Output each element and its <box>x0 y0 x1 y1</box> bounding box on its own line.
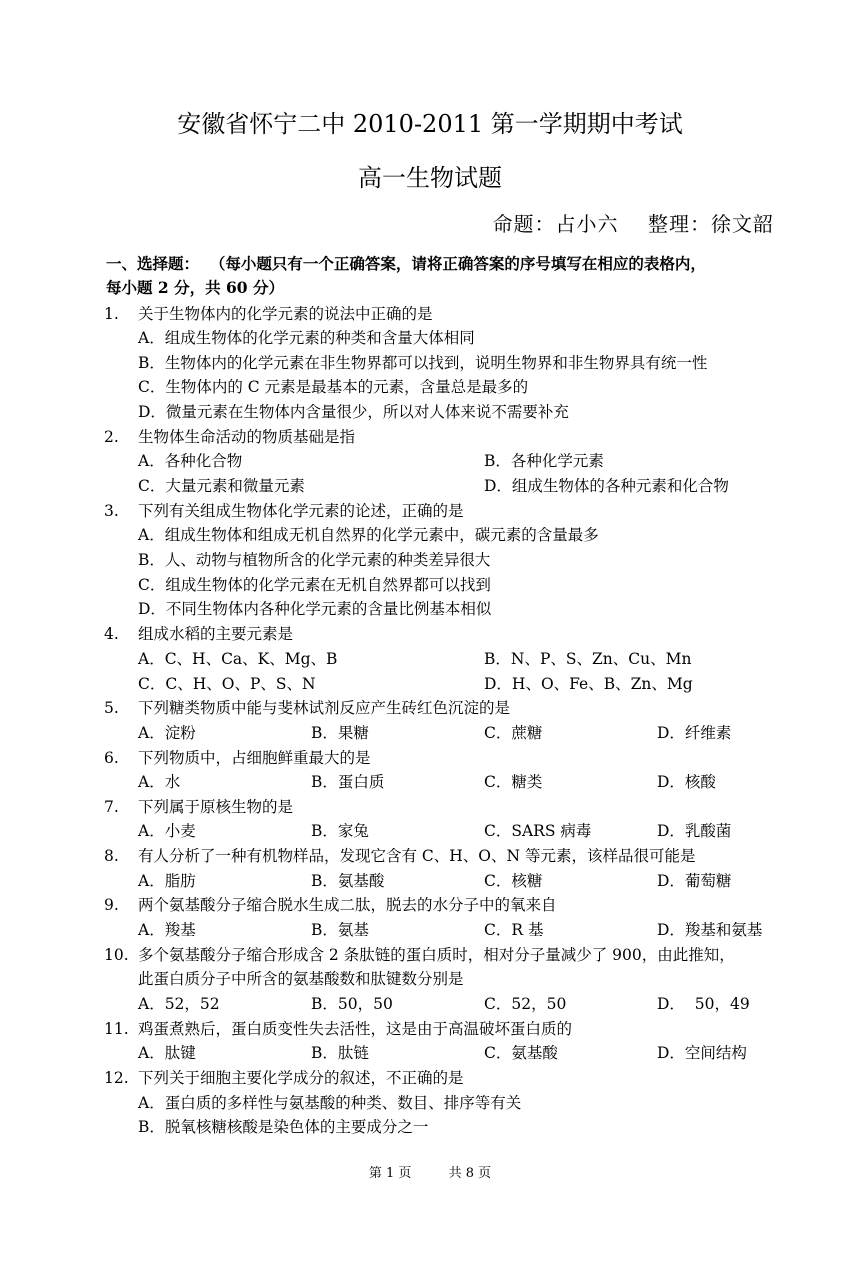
option: A．组成生物体的化学元素的种类和含量大体相同 <box>138 329 475 347</box>
option: C．生物体内的 C 元素是最基本的元素，含量总是最多的 <box>138 378 529 396</box>
option: C．52，50 <box>484 995 567 1013</box>
option: D．H、O、Fe、B、Zn、Mg <box>484 675 693 693</box>
question-number: 4. <box>104 625 119 643</box>
question-stem: 鸡蛋煮熟后，蛋白质变性失去活性，这是由于高温破坏蛋白质的 <box>138 1020 573 1038</box>
question-stem: 两个氨基酸分子缩合脱水生成二肽，脱去的水分子中的氧来自 <box>138 896 557 914</box>
option: D．不同生物体内各种化学元素的含量比例基本相似 <box>138 600 492 618</box>
question-stem: 下列关于细胞主要化学成分的叙述，不正确的是 <box>138 1069 464 1087</box>
question-number: 5. <box>104 699 119 717</box>
question-number: 12. <box>104 1069 129 1087</box>
option: D． 50，49 <box>657 995 750 1013</box>
option: A．各种化合物 <box>138 452 243 470</box>
option: C．糖类 <box>484 773 543 791</box>
author-editor: 整理：徐文韶 <box>648 212 774 236</box>
option: C．R 基 <box>484 921 544 939</box>
option: A．淀粉 <box>138 724 196 742</box>
page-total: 共 8 页 <box>448 1166 492 1181</box>
option: B．N、P、S、Zn、Cu、Mn <box>484 650 692 668</box>
option: C．大量元素和微量元素 <box>138 477 305 495</box>
question-number: 8. <box>104 847 119 865</box>
section-instructions-1: （每小题只有一个正确答案，请将正确答案的序号填写在相应的表格内， <box>209 254 706 273</box>
option: A．组成生物体和组成无机自然界的化学元素中，碳元素的含量最多 <box>138 526 599 544</box>
option: C．C、H、O、P、S、N <box>138 675 316 693</box>
exam-subtitle: 高一生物试题 <box>358 164 502 192</box>
question-stem: 组成水稻的主要元素是 <box>138 625 294 643</box>
option: A．小麦 <box>138 822 196 840</box>
question-stem: 下列物质中，占细胞鲜重最大的是 <box>138 749 371 767</box>
option: D．核酸 <box>657 773 716 791</box>
option: C．蔗糖 <box>484 724 543 742</box>
option: A．C、H、Ca、K、Mg、B <box>138 650 338 668</box>
option: B．果糖 <box>311 724 369 742</box>
page-footer <box>0 1162 860 1181</box>
option: D．羧基和氨基 <box>657 921 763 939</box>
option: D．微量元素在生物体内含量很少，所以对人体来说不需要补充 <box>138 403 569 421</box>
option: D．葡萄糖 <box>657 872 732 890</box>
option: A．羧基 <box>138 921 196 939</box>
option: A．蛋白质的多样性与氨基酸的种类、数目、排序等有关 <box>138 1094 522 1112</box>
option: C．SARS 病毒 <box>484 822 592 840</box>
authors-line <box>493 208 774 237</box>
option: C．组成生物体的化学元素在无机自然界都可以找到 <box>138 576 491 594</box>
option: B．人、动物与植物所含的化学元素的种类差异很大 <box>138 551 491 569</box>
option: A．脂肪 <box>138 872 196 890</box>
option: C．氨基酸 <box>484 1044 558 1062</box>
option: D．纤维素 <box>657 724 732 742</box>
section-heading <box>106 252 786 300</box>
question-stem: 下列糖类物质中能与斐林试剂反应产生砖红色沉淀的是 <box>138 699 511 717</box>
question-number: 2. <box>104 428 119 446</box>
question-stem: 生物体生命活动的物质基础是指 <box>138 428 356 446</box>
option: B．肽链 <box>311 1044 369 1062</box>
option: B．脱氧核糖核酸是染色体的主要成分之一 <box>138 1118 429 1136</box>
question-stem: 下列属于原核生物的是 <box>138 798 294 816</box>
option: D．组成生物体的各种元素和化合物 <box>484 477 729 495</box>
author-setter: 命题：占小六 <box>492 212 619 236</box>
question-number: 10. <box>104 946 129 964</box>
section-title: 一、选择题： <box>106 254 200 273</box>
page-number: 第 1 页 <box>368 1166 412 1181</box>
question-stem: 下列有关组成生物体化学元素的论述，正确的是 <box>138 502 464 520</box>
section-instructions-2: 每小题 2 分，共 60 分） <box>106 278 284 297</box>
question-number: 6. <box>104 749 119 767</box>
option: A．肽键 <box>138 1044 196 1062</box>
question-number: 11. <box>104 1020 129 1038</box>
question-number: 9. <box>104 896 119 914</box>
option: B．氨基 <box>311 921 369 939</box>
option: D．乳酸菌 <box>657 822 732 840</box>
option: C．核糖 <box>484 872 543 890</box>
question-stem: 有人分析了一种有机物样品，发现它含有 C、H、O、N 等元素，该样品很可能是 <box>138 847 696 865</box>
question-stem: 关于生物体内的化学元素的说法中正确的是 <box>138 305 433 323</box>
question-stem: 多个氨基酸分子缩合形成含 2 条肽链的蛋白质时，相对分子量减少了 900，由此推知， <box>138 946 735 964</box>
option: B．50，50 <box>311 995 393 1013</box>
option: B．氨基酸 <box>311 872 385 890</box>
question-number: 7. <box>104 798 119 816</box>
option: B．各种化学元素 <box>484 452 604 470</box>
question-stem-continued: 此蛋白质分子中所含的氨基酸数和肽键数分别是 <box>138 970 464 988</box>
option: B．生物体内的化学元素在非生物界都可以找到，说明生物界和非生物界具有统一性 <box>138 354 708 372</box>
option: B．蛋白质 <box>311 773 385 791</box>
option: A．52，52 <box>138 995 220 1013</box>
question-number: 1. <box>104 305 119 323</box>
option: A．水 <box>138 773 181 791</box>
option: B．家兔 <box>311 822 369 840</box>
option: D．空间结构 <box>657 1044 747 1062</box>
exam-title: 安徽省怀宁二中 2010-2011 第一学期期中考试 <box>177 110 683 138</box>
question-number: 3. <box>104 502 119 520</box>
